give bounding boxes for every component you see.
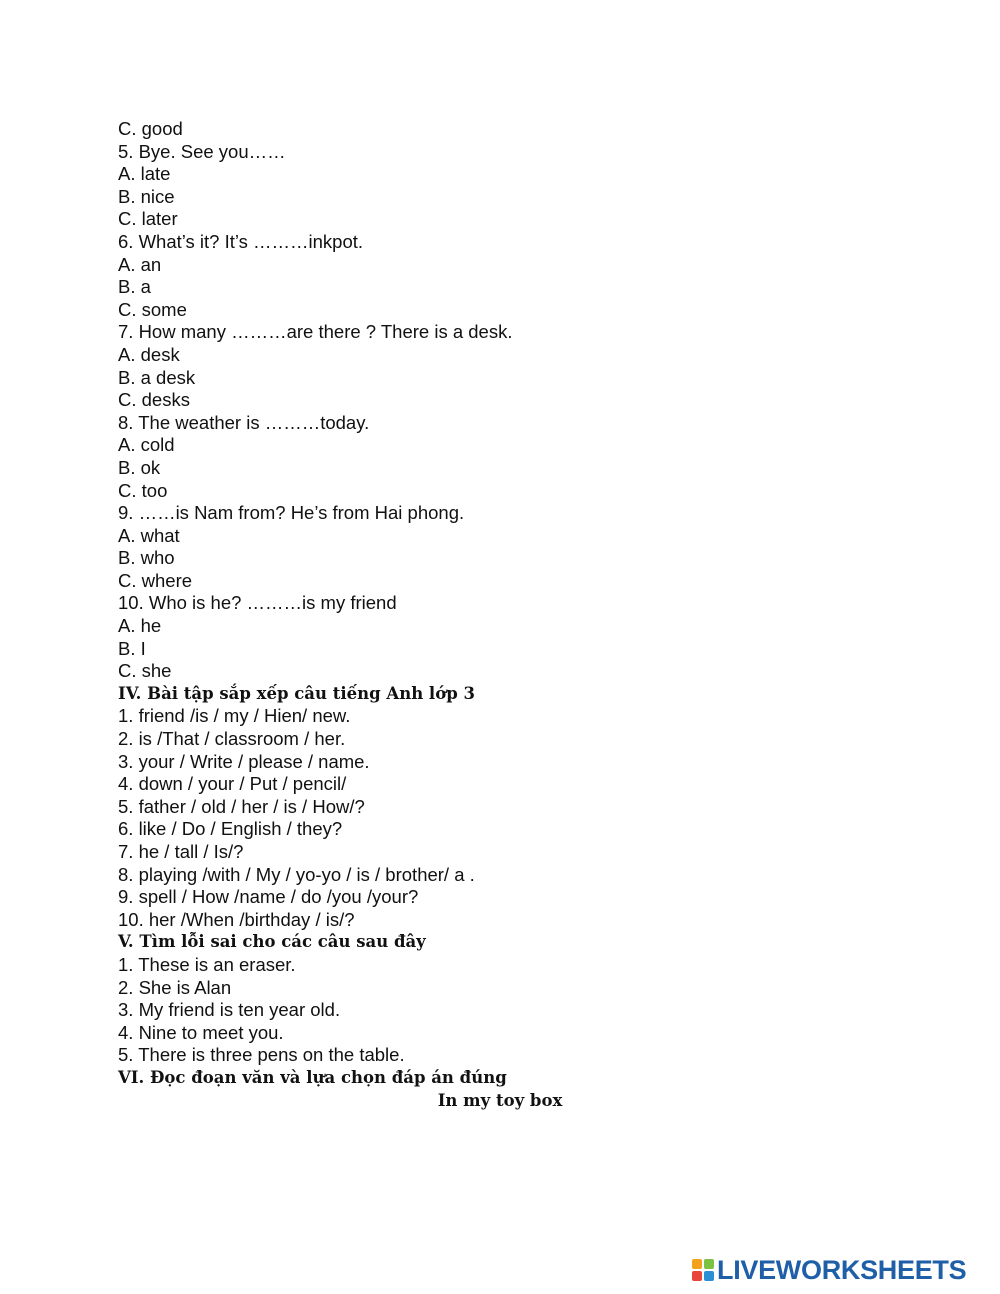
- question-line: A. desk: [118, 343, 180, 365]
- rearrange-item: 7. he / tall / Is/?: [118, 841, 244, 862]
- question-line: B. who: [118, 547, 175, 569]
- rearrange-item: 1. friend /is / my / Hien/ new.: [118, 705, 351, 727]
- section-6-heading: VI. Đọc đoạn văn và lựa chọn đáp án đúng: [118, 1067, 507, 1087]
- error-item: 5. There is three pens on the table.: [118, 1044, 405, 1066]
- liveworksheets-logo: [692, 1254, 966, 1286]
- question-line: C. where: [118, 569, 193, 591]
- question-line: A. late: [118, 163, 171, 185]
- section-5-heading: V. Tìm lỗi sai cho các câu sau đây: [118, 932, 426, 952]
- question-line: C. she: [118, 660, 172, 682]
- error-item: 4. Nine to meet you.: [118, 1021, 284, 1043]
- question-line: C. good: [118, 118, 183, 139]
- rearrange-item: 10. her /When /birthday / is/?: [118, 908, 355, 930]
- quiz-list: [118, 118, 898, 683]
- logo-mark-tile: [692, 1259, 702, 1269]
- question-line: C. too: [118, 479, 168, 501]
- question-line: 9. ……is Nam from? He’s from Hai phong.: [118, 502, 465, 524]
- reading-title: In my toy box: [437, 1090, 563, 1110]
- question-line: B. nice: [118, 185, 175, 207]
- question-line: B. a desk: [118, 366, 196, 388]
- rearrange-item: 2. is /That / classroom / her.: [118, 728, 346, 750]
- question-line: 8. The weather is ………today.: [118, 411, 370, 433]
- question-line: 5. Bye. See you……: [118, 140, 286, 162]
- worksheet-page: [118, 118, 898, 1112]
- rearrange-item: 5. father / old / her / is / How/?: [118, 795, 365, 817]
- question-line: A. he: [118, 615, 162, 637]
- rearrange-item: 9. spell / How /name / do /you /your?: [118, 886, 419, 908]
- section-4-items: [118, 705, 898, 931]
- rearrange-item: 4. down / your / Put / pencil/: [118, 773, 347, 795]
- logo-mark-tile: [704, 1271, 714, 1281]
- rearrange-item: 8. playing /with / My / yo-yo / is / brother/ a .: [118, 863, 475, 885]
- question-line: B. ok: [118, 456, 161, 478]
- logo-mark-tile: [692, 1271, 702, 1281]
- question-line: C. some: [118, 298, 187, 320]
- error-item: 1. These is an eraser.: [118, 953, 296, 975]
- error-item: 2. She is Alan: [118, 976, 232, 998]
- question-line: 6. What’s it? It’s ………inkpot.: [118, 230, 364, 252]
- logo-text: LIVEWORKSHEETS: [717, 1255, 967, 1285]
- question-line: B. a: [118, 276, 151, 298]
- rearrange-item: 6. like / Do / English / they?: [118, 818, 343, 840]
- section-5-items: [118, 954, 898, 1067]
- question-line: 10. Who is he? ………is my friend: [118, 592, 397, 614]
- question-line: B. I: [118, 637, 146, 659]
- section-4-heading: IV. Bài tập sắp xếp câu tiếng Anh lớp 3: [118, 683, 475, 703]
- question-line: C. desks: [118, 389, 190, 411]
- rearrange-item: 3. your / Write / please / name.: [118, 750, 370, 772]
- logo-mark-tile: [704, 1259, 714, 1269]
- error-item: 3. My friend is ten year old.: [118, 999, 341, 1021]
- question-line: A. what: [118, 524, 180, 546]
- question-line: A. an: [118, 253, 162, 275]
- question-line: A. cold: [118, 434, 175, 456]
- logo-mark-icon: [692, 1259, 714, 1281]
- question-line: C. later: [118, 208, 178, 230]
- question-line: 7. How many ………are there ? There is a desk.: [118, 321, 513, 343]
